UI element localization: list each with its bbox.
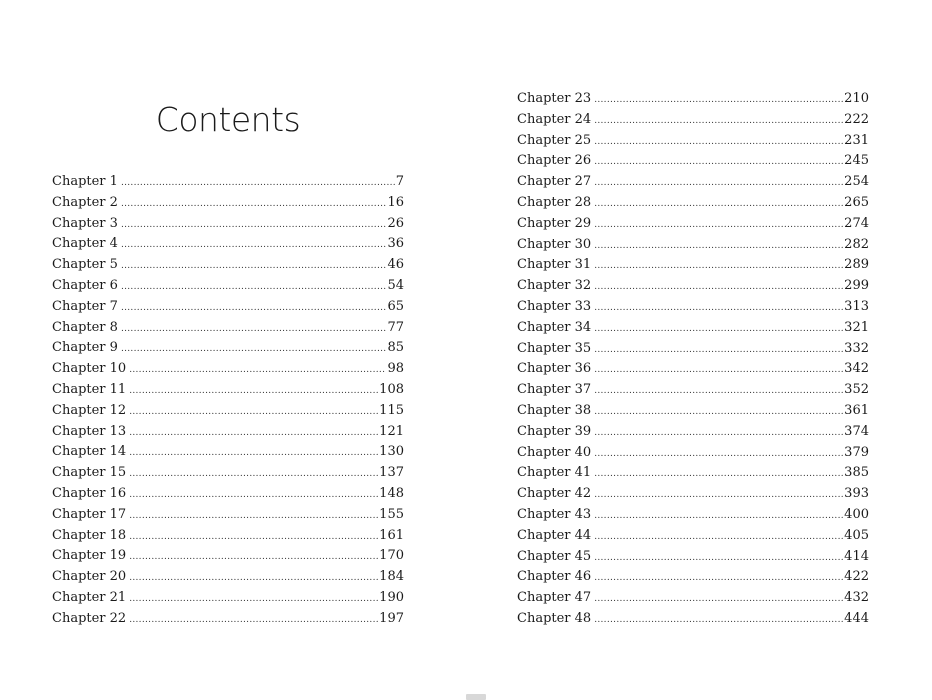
toc-chapter-label: Chapter 26 xyxy=(517,153,592,169)
toc-chapter-label: Chapter 33 xyxy=(517,298,592,314)
toc-entry[interactable] xyxy=(517,526,869,547)
toc-entry[interactable] xyxy=(517,131,869,152)
toc-chapter-label: Chapter 36 xyxy=(517,361,592,377)
left-page xyxy=(52,0,404,700)
toc-page-number: 245 xyxy=(844,153,869,169)
toc-page-number: 321 xyxy=(844,319,869,335)
toc-dot-leader xyxy=(594,402,843,423)
toc-chapter-label: Chapter 5 xyxy=(52,257,118,273)
toc-page-number: 414 xyxy=(844,548,869,564)
toc-entry[interactable] xyxy=(517,359,869,380)
toc-page-number: 254 xyxy=(844,174,869,190)
toc-chapter-label: Chapter 47 xyxy=(517,590,592,606)
toc-chapter-label: Chapter 15 xyxy=(52,465,127,481)
toc-entry[interactable] xyxy=(517,276,869,297)
toc-entry[interactable] xyxy=(517,401,869,422)
toc-chapter-label: Chapter 9 xyxy=(52,340,118,356)
toc-list-right xyxy=(517,89,869,630)
toc-chapter-label: Chapter 31 xyxy=(517,257,592,273)
toc-dot-leader xyxy=(129,610,378,631)
toc-page-number: 54 xyxy=(387,277,404,293)
toc-dot-leader xyxy=(129,568,378,589)
toc-page-number: 7 xyxy=(395,174,404,189)
toc-entry[interactable] xyxy=(517,339,869,360)
toc-page-number: 342 xyxy=(844,361,869,377)
toc-entry[interactable] xyxy=(52,276,404,297)
toc-dot-leader xyxy=(594,194,843,215)
toc-list-left xyxy=(52,172,404,630)
toc-entry[interactable] xyxy=(517,422,869,443)
toc-chapter-label: Chapter 19 xyxy=(52,548,127,564)
toc-dot-leader xyxy=(121,235,387,256)
toc-dot-leader xyxy=(594,90,843,111)
toc-page-number: 36 xyxy=(387,236,404,252)
toc-entry[interactable] xyxy=(52,338,404,359)
gutter-mark xyxy=(466,694,486,700)
toc-chapter-label: Chapter 27 xyxy=(517,174,592,190)
toc-entry[interactable] xyxy=(517,110,869,131)
toc-page-number: 222 xyxy=(844,111,869,127)
toc-dot-leader xyxy=(594,464,843,485)
toc-page-number: 361 xyxy=(844,402,869,418)
toc-dot-leader xyxy=(129,360,386,381)
toc-page-number: 170 xyxy=(379,548,404,564)
toc-entry[interactable] xyxy=(517,89,869,110)
toc-dot-leader xyxy=(594,589,843,610)
toc-chapter-label: Chapter 29 xyxy=(517,215,592,231)
toc-entry[interactable] xyxy=(517,547,869,568)
toc-dot-leader xyxy=(594,277,843,298)
toc-page-number: 108 xyxy=(379,381,404,397)
toc-chapter-label: Chapter 22 xyxy=(52,610,127,626)
toc-entry[interactable] xyxy=(52,609,404,630)
toc-dot-leader xyxy=(594,132,843,153)
toc-dot-leader xyxy=(594,340,843,361)
toc-entry[interactable] xyxy=(517,588,869,609)
toc-entry[interactable] xyxy=(517,443,869,464)
toc-chapter-label: Chapter 8 xyxy=(52,319,118,335)
toc-page-number: 16 xyxy=(387,194,404,210)
toc-dot-leader xyxy=(594,256,843,277)
toc-entry[interactable] xyxy=(517,609,869,630)
toc-chapter-label: Chapter 46 xyxy=(517,569,592,585)
toc-dot-leader xyxy=(121,194,387,215)
toc-dot-leader xyxy=(129,589,378,610)
toc-entry[interactable] xyxy=(52,380,404,401)
toc-entry[interactable] xyxy=(517,484,869,505)
toc-chapter-label: Chapter 7 xyxy=(52,298,118,314)
toc-dot-leader xyxy=(129,443,378,464)
toc-page-number: 98 xyxy=(387,361,404,377)
toc-page-number: 231 xyxy=(844,132,869,148)
toc-page-number: 422 xyxy=(844,569,869,585)
toc-entry[interactable] xyxy=(52,401,404,422)
toc-dot-leader xyxy=(594,610,843,631)
toc-page-number: 197 xyxy=(379,610,404,626)
toc-page-number: 210 xyxy=(844,91,869,106)
toc-dot-leader xyxy=(594,215,843,236)
toc-chapter-label: Chapter 24 xyxy=(517,111,592,127)
toc-chapter-label: Chapter 40 xyxy=(517,444,592,460)
toc-entry[interactable] xyxy=(517,151,869,172)
toc-page-number: 190 xyxy=(379,589,404,605)
toc-page-number: 148 xyxy=(379,485,404,501)
toc-chapter-label: Chapter 3 xyxy=(52,215,118,231)
toc-entry[interactable] xyxy=(52,172,404,193)
toc-chapter-label: Chapter 32 xyxy=(517,278,592,294)
toc-page-number: 155 xyxy=(379,506,404,522)
toc-chapter-label: Chapter 42 xyxy=(517,486,592,502)
toc-page-number: 332 xyxy=(844,340,869,356)
toc-dot-leader xyxy=(594,423,843,444)
toc-page-number: 77 xyxy=(387,319,404,335)
toc-chapter-label: Chapter 10 xyxy=(52,361,127,377)
toc-page-number: 137 xyxy=(379,465,404,481)
toc-page-number: 299 xyxy=(844,278,869,294)
toc-page-number: 374 xyxy=(844,423,869,439)
toc-dot-leader xyxy=(129,464,378,485)
toc-entry[interactable] xyxy=(52,214,404,235)
toc-dot-leader xyxy=(129,527,378,548)
toc-chapter-label: Chapter 44 xyxy=(517,527,592,543)
toc-dot-leader xyxy=(594,548,843,569)
toc-entry[interactable] xyxy=(52,193,404,214)
toc-page-number: 265 xyxy=(844,194,869,210)
toc-chapter-label: Chapter 4 xyxy=(52,236,118,252)
toc-page-number: 161 xyxy=(379,527,404,543)
toc-dot-leader xyxy=(594,485,843,506)
toc-dot-leader xyxy=(594,173,843,194)
toc-chapter-label: Chapter 43 xyxy=(517,506,592,522)
toc-chapter-label: Chapter 12 xyxy=(52,402,127,418)
toc-entry[interactable] xyxy=(517,318,869,339)
toc-page-number: 444 xyxy=(844,610,869,626)
toc-entry[interactable] xyxy=(517,214,869,235)
toc-chapter-label: Chapter 45 xyxy=(517,548,592,564)
toc-chapter-label: Chapter 38 xyxy=(517,402,592,418)
toc-dot-leader xyxy=(121,277,387,298)
toc-chapter-label: Chapter 1 xyxy=(52,174,118,189)
toc-dot-leader xyxy=(129,423,378,444)
toc-page-number: 46 xyxy=(387,257,404,273)
toc-chapter-label: Chapter 21 xyxy=(52,589,127,605)
toc-entry[interactable] xyxy=(52,546,404,567)
toc-entry[interactable] xyxy=(517,463,869,484)
toc-dot-leader xyxy=(129,485,378,506)
toc-dot-leader xyxy=(121,298,387,319)
toc-entry[interactable] xyxy=(52,422,404,443)
toc-chapter-label: Chapter 25 xyxy=(517,132,592,148)
toc-chapter-label: Chapter 17 xyxy=(52,506,127,522)
toc-entry[interactable] xyxy=(52,484,404,505)
toc-entry[interactable] xyxy=(517,505,869,526)
toc-entry[interactable] xyxy=(52,297,404,318)
toc-entry[interactable] xyxy=(517,193,869,214)
toc-entry[interactable] xyxy=(517,235,869,256)
toc-entry[interactable] xyxy=(517,172,869,193)
toc-page-number: 352 xyxy=(844,382,869,398)
right-page xyxy=(517,0,869,700)
toc-page-number: 274 xyxy=(844,215,869,231)
toc-dot-leader xyxy=(121,215,387,236)
toc-dot-leader xyxy=(129,402,378,423)
toc-entry[interactable] xyxy=(52,463,404,484)
toc-page-number: 379 xyxy=(844,444,869,460)
toc-dot-leader xyxy=(129,506,378,527)
toc-dot-leader xyxy=(121,256,387,277)
toc-page-number: 65 xyxy=(387,298,404,314)
toc-chapter-label: Chapter 16 xyxy=(52,485,127,501)
toc-chapter-label: Chapter 13 xyxy=(52,423,127,439)
toc-chapter-label: Chapter 20 xyxy=(52,569,127,585)
toc-page-number: 121 xyxy=(379,423,404,439)
toc-entry[interactable] xyxy=(52,318,404,339)
toc-dot-leader xyxy=(121,319,387,340)
toc-entry[interactable] xyxy=(517,380,869,401)
toc-page-number: 400 xyxy=(844,506,869,522)
contents-title: Contents xyxy=(155,100,301,139)
toc-dot-leader xyxy=(121,173,395,194)
toc-chapter-label: Chapter 39 xyxy=(517,423,592,439)
toc-entry[interactable] xyxy=(52,442,404,463)
toc-chapter-label: Chapter 41 xyxy=(517,465,592,481)
toc-chapter-label: Chapter 11 xyxy=(52,381,127,397)
toc-chapter-label: Chapter 35 xyxy=(517,340,592,356)
toc-page-number: 385 xyxy=(844,465,869,481)
toc-dot-leader xyxy=(129,547,378,568)
toc-chapter-label: Chapter 34 xyxy=(517,319,592,335)
toc-dot-leader xyxy=(129,381,378,402)
toc-entry[interactable] xyxy=(52,505,404,526)
toc-page-number: 432 xyxy=(844,590,869,606)
toc-page-number: 85 xyxy=(387,340,404,356)
toc-entry[interactable] xyxy=(52,234,404,255)
toc-entry[interactable] xyxy=(52,567,404,588)
toc-page-number: 405 xyxy=(844,527,869,543)
toc-page-number: 393 xyxy=(844,486,869,502)
toc-entry[interactable] xyxy=(52,526,404,547)
toc-dot-leader xyxy=(594,236,843,257)
toc-dot-leader xyxy=(594,381,843,402)
toc-page-number: 282 xyxy=(844,236,869,252)
toc-chapter-label: Chapter 6 xyxy=(52,277,118,293)
toc-entry[interactable] xyxy=(517,297,869,318)
toc-dot-leader xyxy=(594,298,843,319)
toc-chapter-label: Chapter 18 xyxy=(52,527,127,543)
toc-page-number: 130 xyxy=(379,444,404,460)
toc-dot-leader xyxy=(594,152,843,173)
toc-dot-leader xyxy=(594,506,843,527)
toc-entry[interactable] xyxy=(52,359,404,380)
toc-entry[interactable] xyxy=(52,255,404,276)
toc-chapter-label: Chapter 30 xyxy=(517,236,592,252)
toc-chapter-label: Chapter 37 xyxy=(517,382,592,398)
toc-dot-leader xyxy=(594,111,843,132)
toc-entry[interactable] xyxy=(517,255,869,276)
toc-page-number: 289 xyxy=(844,257,869,273)
toc-entry[interactable] xyxy=(517,567,869,588)
toc-chapter-label: Chapter 28 xyxy=(517,194,592,210)
toc-page-number: 115 xyxy=(379,402,404,418)
toc-dot-leader xyxy=(594,568,843,589)
toc-chapter-label: Chapter 2 xyxy=(52,194,118,210)
toc-page-number: 26 xyxy=(387,215,404,231)
toc-dot-leader xyxy=(594,527,843,548)
toc-chapter-label: Chapter 23 xyxy=(517,91,592,106)
toc-dot-leader xyxy=(594,319,843,340)
toc-chapter-label: Chapter 14 xyxy=(52,444,127,460)
toc-page-number: 313 xyxy=(844,298,869,314)
toc-dot-leader xyxy=(594,444,843,465)
toc-page-number: 184 xyxy=(379,569,404,585)
toc-dot-leader xyxy=(121,339,387,360)
toc-chapter-label: Chapter 48 xyxy=(517,610,592,626)
toc-dot-leader xyxy=(594,360,843,381)
toc-entry[interactable] xyxy=(52,588,404,609)
